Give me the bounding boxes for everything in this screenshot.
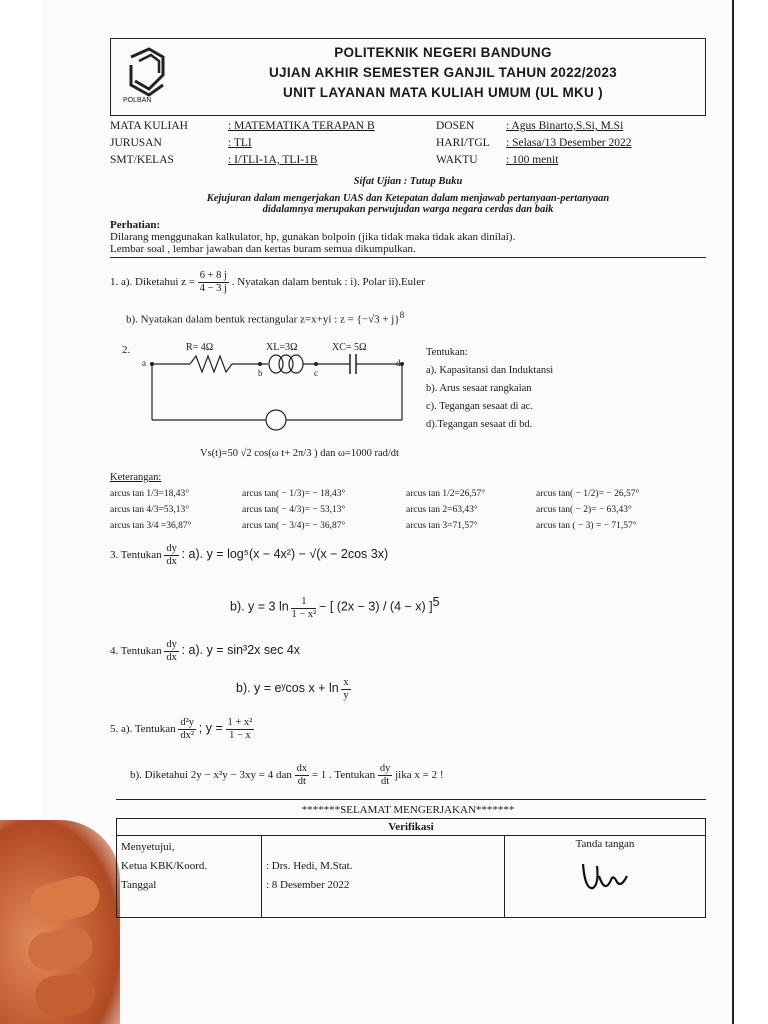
q1b bbox=[126, 310, 404, 326]
perhatian-title: Perhatian: bbox=[110, 219, 161, 231]
q1b-text: b). Nyatakan dalam bentuk rectangular z=x+yi : z = {−√3 + j} bbox=[126, 313, 400, 326]
exam-info bbox=[110, 120, 706, 172]
jurusan-value: : TLI bbox=[228, 137, 252, 149]
node-a: a bbox=[142, 358, 146, 368]
q3b-den: 1 − x² bbox=[291, 608, 317, 620]
divider bbox=[110, 257, 706, 258]
ket-cell: arcus tan 4/3=53,13° bbox=[110, 505, 190, 515]
header-title bbox=[181, 43, 705, 103]
signature-icon bbox=[575, 854, 635, 898]
q4b-num: x bbox=[343, 677, 349, 688]
sifat-ujian: Sifat Ujian : Tutup Buku bbox=[353, 176, 463, 187]
paper-edge bbox=[732, 0, 734, 1024]
ket-cell: arcus tan( − 3/4)= − 36,87° bbox=[242, 521, 346, 531]
ket-cell: arcus tan 1/2=26,57° bbox=[406, 489, 486, 499]
node-c: c bbox=[314, 368, 318, 378]
keterangan bbox=[110, 472, 706, 543]
footer-divider bbox=[116, 799, 706, 800]
motto-line-2: didalamnya merupakan perwujudan warga negara cerdas dan baik bbox=[262, 204, 554, 215]
verif-left bbox=[117, 836, 262, 918]
jurusan-label: JURUSAN bbox=[110, 137, 162, 149]
ket-cell: arcus tan( − 4/3)= − 53,13° bbox=[242, 505, 346, 515]
question-2 bbox=[110, 342, 706, 472]
tanda-tangan-label: Tanda tangan bbox=[575, 838, 635, 850]
ket-cell: arcus tan( − 2)= − 63,43° bbox=[536, 505, 632, 515]
q1a-den: 4 − 3 j bbox=[199, 283, 227, 294]
smt-value: : I/TLI-1A, TLI-1B bbox=[228, 154, 318, 166]
label-xc: XC= 5Ω bbox=[332, 342, 367, 353]
approval-date: : 8 Desember 2022 bbox=[266, 879, 350, 891]
q5b-dydt bbox=[378, 763, 393, 788]
q3-dydx bbox=[164, 543, 179, 568]
q5a bbox=[110, 717, 254, 742]
node-d: d bbox=[396, 358, 401, 368]
q3-dydx-num: dy bbox=[166, 543, 177, 554]
q2-source: Vs(t)=50 √2 cos(ω t+ 2π/3 ) dan ω=1000 rad/dt bbox=[200, 448, 399, 459]
mk-label: MATA KULIAH bbox=[110, 120, 188, 132]
q4a-text: : a). y = sin³2x sec 4x bbox=[181, 643, 301, 658]
q5b-text: b). Diketahui 2y − x²y − 3xy = 4 dan bbox=[130, 769, 292, 782]
q3-prefix: 3. Tentukan bbox=[110, 549, 162, 562]
ket-cell: arcus tan ( − 3) = − 71,57° bbox=[536, 521, 637, 531]
smt-label: SMT/KELAS bbox=[110, 154, 174, 166]
q3b-fraction bbox=[291, 596, 316, 621]
ket-cell: arcus tan 3=71,57° bbox=[406, 521, 478, 531]
q4-dydx-num: dy bbox=[166, 639, 177, 650]
q1b-exp: 8 bbox=[399, 310, 405, 320]
q5b bbox=[130, 763, 444, 788]
q2-tasks bbox=[426, 344, 553, 434]
approver-name: : Drs. Hedi, M.Stat. bbox=[266, 860, 353, 872]
q2-item-d: d).Tegangan sesaat di bd. bbox=[426, 419, 533, 430]
verif-mid bbox=[262, 836, 505, 918]
question-3 bbox=[110, 543, 706, 639]
node-b: b bbox=[258, 368, 263, 378]
q4-dydx bbox=[164, 639, 179, 664]
dosen-label: DOSEN bbox=[436, 120, 475, 132]
exam-title: UJIAN AKHIR SEMESTER GANJIL TAHUN 2022/2023 bbox=[269, 65, 617, 80]
menyetujui: Menyetujui, bbox=[121, 841, 175, 853]
ket-cell: arcus tan( − 1/2)= − 26,57° bbox=[536, 489, 640, 499]
q3-dydx-den: dx bbox=[166, 556, 177, 567]
logo-text: POLBAN bbox=[123, 97, 152, 104]
keterangan-table bbox=[110, 489, 706, 543]
closing-text: *******SELAMAT MENGERJAKAN******* bbox=[301, 804, 515, 816]
ket-cell: arcus tan( − 1/3)= − 18,43° bbox=[242, 489, 346, 499]
q3b-exp: 5 bbox=[432, 595, 440, 609]
question-5 bbox=[110, 717, 706, 799]
q5a-den: dx² bbox=[180, 730, 195, 741]
hari-value: : Selasa/13 Desember 2022 bbox=[506, 137, 632, 149]
label-xl: XL=3Ω bbox=[266, 342, 298, 353]
perhatian-block bbox=[110, 219, 706, 255]
q5b-num: dx bbox=[296, 763, 308, 774]
q5a-den2: 1 − x bbox=[229, 730, 251, 741]
perhatian-line-1: Dilarang menggunakan kalkulator, hp, gunakan bolpoin (jika tidak maka tidak akan dinilai). bbox=[110, 231, 516, 243]
keterangan-title: Keterangan: bbox=[110, 472, 162, 483]
q1a-num: 6 + 8 j bbox=[199, 270, 227, 281]
verification-table bbox=[116, 818, 706, 918]
q1a bbox=[110, 270, 425, 295]
q4b-text: b). y = eʸcos x + ln bbox=[236, 681, 339, 696]
q5a-prefix: 5. a). Tentukan bbox=[110, 723, 176, 736]
q5a-d2ydx2 bbox=[178, 717, 196, 742]
q5a-num2: 1 + x² bbox=[227, 717, 253, 728]
exam-page bbox=[110, 38, 706, 918]
q1a-fraction bbox=[198, 270, 229, 295]
q2-item-b: b). Arus sesaat rangkaian bbox=[426, 383, 532, 394]
hari-label: HARI/TGL bbox=[436, 137, 490, 149]
ket-cell: arcus tan 1/3=18,43° bbox=[110, 489, 190, 499]
circuit-diagram bbox=[140, 342, 420, 442]
mk-value: : MATEMATIKA TERAPAN B bbox=[228, 120, 375, 132]
ket-cell: arcus tan 2=63,43° bbox=[406, 505, 478, 515]
q5a-mid: ; y = bbox=[198, 721, 223, 736]
polban-logo-icon bbox=[117, 45, 175, 105]
q2-item-a: a). Kapasitansi dan Induktansi bbox=[426, 365, 554, 376]
q4-dydx-den: dx bbox=[166, 652, 177, 663]
q3a bbox=[110, 543, 388, 568]
q4b bbox=[236, 677, 351, 702]
q1a-suffix: . Nyatakan dalam bentuk : i). Polar ii).Euler bbox=[231, 276, 425, 289]
q5b-den: dt bbox=[297, 776, 306, 787]
q4b-den: y bbox=[343, 690, 349, 701]
q5b-den2: dt bbox=[381, 776, 390, 787]
q2-tentukan: Tentukan: bbox=[426, 347, 468, 358]
motto-line-1: Kejujuran dalam mengerjakan UAS dan Ketepatan dalam menjawab pertanyaan-pertanyaan bbox=[206, 193, 610, 204]
q3b-text: b). y = 3 ln bbox=[230, 599, 289, 614]
q2-number: 2. bbox=[122, 344, 131, 356]
ket-cell: arcus tan 3/4 =36,87° bbox=[110, 521, 192, 531]
q5a-fraction bbox=[226, 717, 255, 742]
q3b bbox=[230, 595, 440, 621]
waktu-value: : 100 menit bbox=[506, 154, 559, 166]
q4a bbox=[110, 639, 300, 664]
q3b-tail: − [ (2x − 3) / (4 − x) ] bbox=[319, 599, 433, 614]
dosen-value: : Agus Binarto,S.Si, M.Si bbox=[506, 120, 624, 132]
label-r: R= 4Ω bbox=[186, 342, 214, 353]
ketua-kbk: Ketua KBK/Koord. bbox=[121, 860, 208, 872]
q5a-num: d²y bbox=[180, 717, 195, 728]
q4-prefix: 4. Tentukan bbox=[110, 645, 162, 658]
q1a-prefix: 1. a). Diketahui z = bbox=[110, 276, 196, 289]
unit-name: UNIT LAYANAN MATA KULIAH UMUM (UL MKU ) bbox=[283, 85, 603, 100]
q5b-num2: dy bbox=[379, 763, 391, 774]
q3b-num: 1 bbox=[291, 596, 316, 609]
q5b-end: jika x = 2 ! bbox=[395, 769, 444, 782]
perhatian-line-2: Lembar soal , lembar jawaban dan kertas buram semua dikumpulkan. bbox=[110, 243, 416, 255]
institution-name: POLITEKNIK NEGERI BANDUNG bbox=[334, 45, 552, 60]
exam-header bbox=[110, 38, 706, 116]
verifikasi-heading: Verifikasi bbox=[117, 819, 706, 836]
question-4 bbox=[110, 639, 706, 717]
verif-right bbox=[505, 836, 706, 918]
waktu-label: WAKTU bbox=[436, 154, 478, 166]
q4b-fraction bbox=[341, 677, 350, 702]
q2-item-c: c). Tegangan sesaat di ac. bbox=[426, 401, 533, 412]
tanggal-label: Tanggal bbox=[121, 879, 157, 891]
q5b-dxdt bbox=[295, 763, 310, 788]
q5b-mid: = 1 . Tentukan bbox=[311, 769, 376, 782]
question-1 bbox=[110, 262, 706, 342]
q3a-text: : a). y = log⁵(x − 4x²) − √(x − 2cos 3x) bbox=[181, 547, 389, 562]
